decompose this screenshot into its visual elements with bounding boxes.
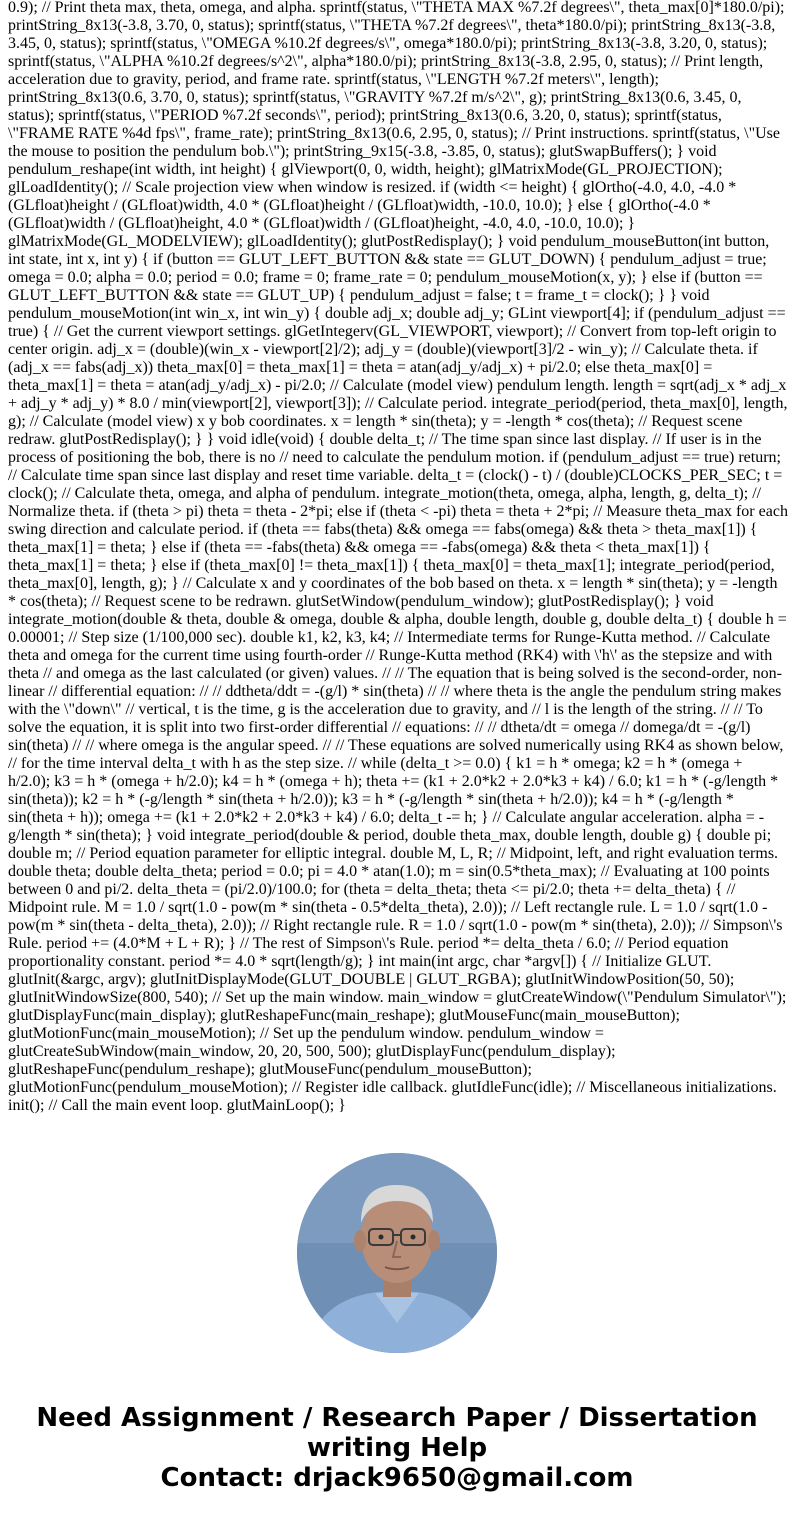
author-avatar [297,1153,497,1353]
promo-line-2: writing Help [306,1433,488,1463]
promo-line-1: Need Assignment / Research Paper / Dissertation [36,1403,758,1433]
promo-banner [0,1403,794,1493]
code-listing: 0.9); // Print theta max, theta, omega, and alpha. sprintf(status, \"THETA MAX %7.2f degrees\", theta_max[0]*180.0/pi); printString_8x13(-3.8, 3.70, 0, status); sprintf(status, \"THETA %7.2f degrees\", theta*180.0/pi); printString_8x13(-3.8, 3.45, 0, status); sprintf(status, \"OMEGA %10.2f degrees/s\", omega*180.0/pi); printString_8x13(-3.8, 3.20, 0, status); sprintf(status, \"ALPHA %10.2f degrees/s^2\", alpha*180.0/pi); printString_8x13(-3.8, 2.95, 0, status); // Print length, acceleration due to gravity, period, and frame rate. sprintf(status, \"LENGTH %7.2f meters\", length); printString_8x13(0.6, 3.70, 0, status); sprintf(status, \"GRAVITY %7.2f m/s^2\", g); printString_8x13(0.6, 3.45, 0, status); sprintf(status, \"PERIOD %7.2f seconds\", period); printString_8x13(0.6, 3.20, 0, status); sprintf(status, \"FRAME RATE %4d fps\", frame_rate); printString_8x13(0.6, 2.95, 0, status); // Print instructions. sprintf(status, \"Use the mouse to position the pendulum bob.\"); printString_9x15(-3.8, -3.85, 0, status); glutSwapBuffers(); } void pendulum_reshape(int width, int height) { glViewport(0, 0, width, height); glMatrixMode(GL_PROJECTION); glLoadIdentity(); // Scale projection view when window is resized. if (width <= height) { glOrtho(-4.0, 4.0, -4.0 * (GLfloat)height / (GLfloat)width, 4.0 * (GLfloat)height / (GLfloat)width, -10.0, 10.0); } else { glOrtho(-4.0 * (GLfloat)width / (GLfloat)height, 4.0 * (GLfloat)width / (GLfloat)height, -4.0, 4.0, -10.0, 10.0); } glMatrixMode(GL_MODELVIEW); glLoadIdentity(); glutPostRedisplay(); } void pendulum_mouseButton(int button, int state, int x, int y) { if (button == GLUT_LEFT_BUTTON && state == GLUT_DOWN) { pendulum_adjust = true; omega = 0.0; alpha = 0.0; period = 0.0; frame = 0; frame_rate = 0; pendulum_mouseMotion(x, y); } else if (button == GLUT_LEFT_BUTTON && state == GLUT_UP) { pendulum_adjust = false; t = frame_t = clock(); } } void pendulum_mouseMotion(int win_x, int win_y) { double adj_x; double adj_y; GLint viewport[4]; if (pendulum_adjust == true) { // Get the current viewport settings. glGetIntegerv(GL_VIEWPORT, viewport); // Convert from top-left origin to center origin. adj_x = (double)(win_x - viewport[2]/2); adj_y = (double)(viewport[3]/2 - win_y); // Calculate theta. if (adj_x == fabs(adj_x)) theta_max[0] = theta_max[1] = theta = atan(adj_y/adj_x) + pi/2.0; else theta_max[0] = theta_max[1] = theta = atan(adj_y/adj_x) - pi/2.0; // Calculate (model view) pendulum length. length = sqrt(adj_x * adj_x + adj_y * adj_y) * 8.0 / min(viewport[2], viewport[3]); // Calculate period. integrate_period(period, theta_max[0], length, g); // Calculate (model view) x y bob coordinates. x = length * sin(theta); y = -length * cos(theta); // Request scene redraw. glutPostRedisplay(); } } void idle(void) { double delta_t; // The time span since last display. // If user is in the process of positioning the bob, there is no // need to calculate the pendulum motion. if (pendulum_adjust == true) return; // Calculate time span since last display and reset time variable. delta_t = (clock() - t) / (double)CLOCKS_PER_SEC; t = clock(); // Calculate theta, omega, and alpha of pendulum. integrate_motion(theta, omega, alpha, length, g, delta_t); // Normalize theta. if (theta > pi) theta = theta - 2*pi; else if (theta < -pi) theta = theta + 2*pi; // Measure theta_max for each swing direction and calculate period. if (theta == fabs(theta) && omega == fabs(omega) && theta > theta_max[1]) { theta_max[1] = theta; } else if (theta == -fabs(theta) && omega == -fabs(omega) && theta < theta_max[1]) { theta_max[1] = theta; } else if (theta_max[0] != theta_max[1]) { theta_max[0] = theta_max[1]; integrate_period(period, theta_max[0], length, g); } // Calculate x and y coordinates of the bob based on theta. x = length * sin(theta); y = -length * cos(theta); // Request scene to be redrawn. glutSetWindow(pendulum_window); glutPostRedisplay(); } void integrate_motion(double & theta, double & omega, double & alpha, double length, double g, double delta_t) { double h = 0.00001; // Step size (1/100,000 sec). double k1, k2, k3, k4; // Intermediate terms for Runge-Kutta method. // Calculate theta and omega for the current time using fourth-order // Runge-Kutta method (RK4) with \'h\' as the stepsize and with theta // and omega as the last calculated (or given) values. // // The equation that is being solved is the second-order, non-linear // differential equation: // // ddtheta/ddt = -(g/l) * sin(theta) // // where theta is the angle the pendulum string makes with the \"down\" // vertical, t is the time, g is the acceleration due to gravity, and // l is the length of the string. // // To solve the equation, it is split into two first-order differential // equations: // // dtheta/dt = omega // domega/dt = -(g/l) sin(theta) // // where omega is the angular speed. // // These equations are solved numerically using RK4 as shown below, // for the time interval delta_t with h as the step size. // while (delta_t >= 0.0) { k1 = h * omega; k2 = h * (omega + h/2.0); k3 = h * (omega + h/2.0); k4 = h * (omega + h); theta += (k1 + 2.0*k2 + 2.0*k3 + k4) / 6.0; k1 = h * (-g/length * sin(theta)); k2 = h * (-g/length * sin(theta + h/2.0)); k3 = h * (-g/length * sin(theta + h/2.0)); k4 = h * (-g/length * sin(theta + h)); omega += (k1 + 2.0*k2 + 2.0*k3 + k4) / 6.0; delta_t -= h; } // Calculate angular acceleration. alpha = -g/length * sin(theta); } void integrate_period(double & period, double theta_max, double length, double g) { double pi; double m; // Period equation parameter for elliptic integral. double M, L, R; // Midpoint, left, and right evaluation terms. double theta; double delta_theta; period = 0.0; pi = 4.0 * atan(1.0); m = sin(0.5*theta_max); // Evaluating at 100 points between 0 and pi/2. delta_theta = (pi/2.0)/100.0; for (theta = delta_theta; theta <= pi/2.0; theta += delta_theta) { // Midpoint rule. M = 1.0 / sqrt(1.0 - pow(m * sin(theta - 0.5*delta_theta), 2.0)); // Left rectangle rule. L = 1.0 / sqrt(1.0 - pow(m * sin(theta - delta_theta), 2.0)); // Right rectangle rule. R = 1.0 / sqrt(1.0 - pow(m * sin(theta), 2.0)); // Simpson\'s Rule. period += (4.0*M + L + R); } // The rest of Simpson\'s Rule. period *= delta_theta / 6.0; // Period equation proportionality constant. period *= 4.0 * sqrt(length/g); } int main(int argc, char *argv[]) { // Initialize GLUT. glutInit(&argc, argv); glutInitDisplayMode(GLUT_DOUBLE | GLUT_RGBA); glutInitWindowPosition(50, 50); glutInitWindowSize(800, 540); // Set up the main window. main_window = glutCreateWindow(\"Pendulum Simulator\"); glutDisplayFunc(main_display); glutReshapeFunc(main_reshape); glutMouseFunc(main_mouseButton); glutMotionFunc(main_mouseMotion); // Set up the pendulum window. pendulum_window = glutCreateSubWindow(main_window, 20, 20, 500, 500); glutDisplayFunc(pendulum_display); glutReshapeFunc(pendulum_reshape); glutMouseFunc(pendulum_mouseButton); glutMotionFunc(pendulum_mouseMotion); // Register idle callback. glutIdleFunc(idle); // Miscellaneous initializations. init(); // Call the main event loop. glutMainLoop(); } [8,0,788,1114]
promo-contact: Contact: drjack9650@gmail.com [160,1463,634,1493]
person-photo-icon [297,1153,497,1353]
